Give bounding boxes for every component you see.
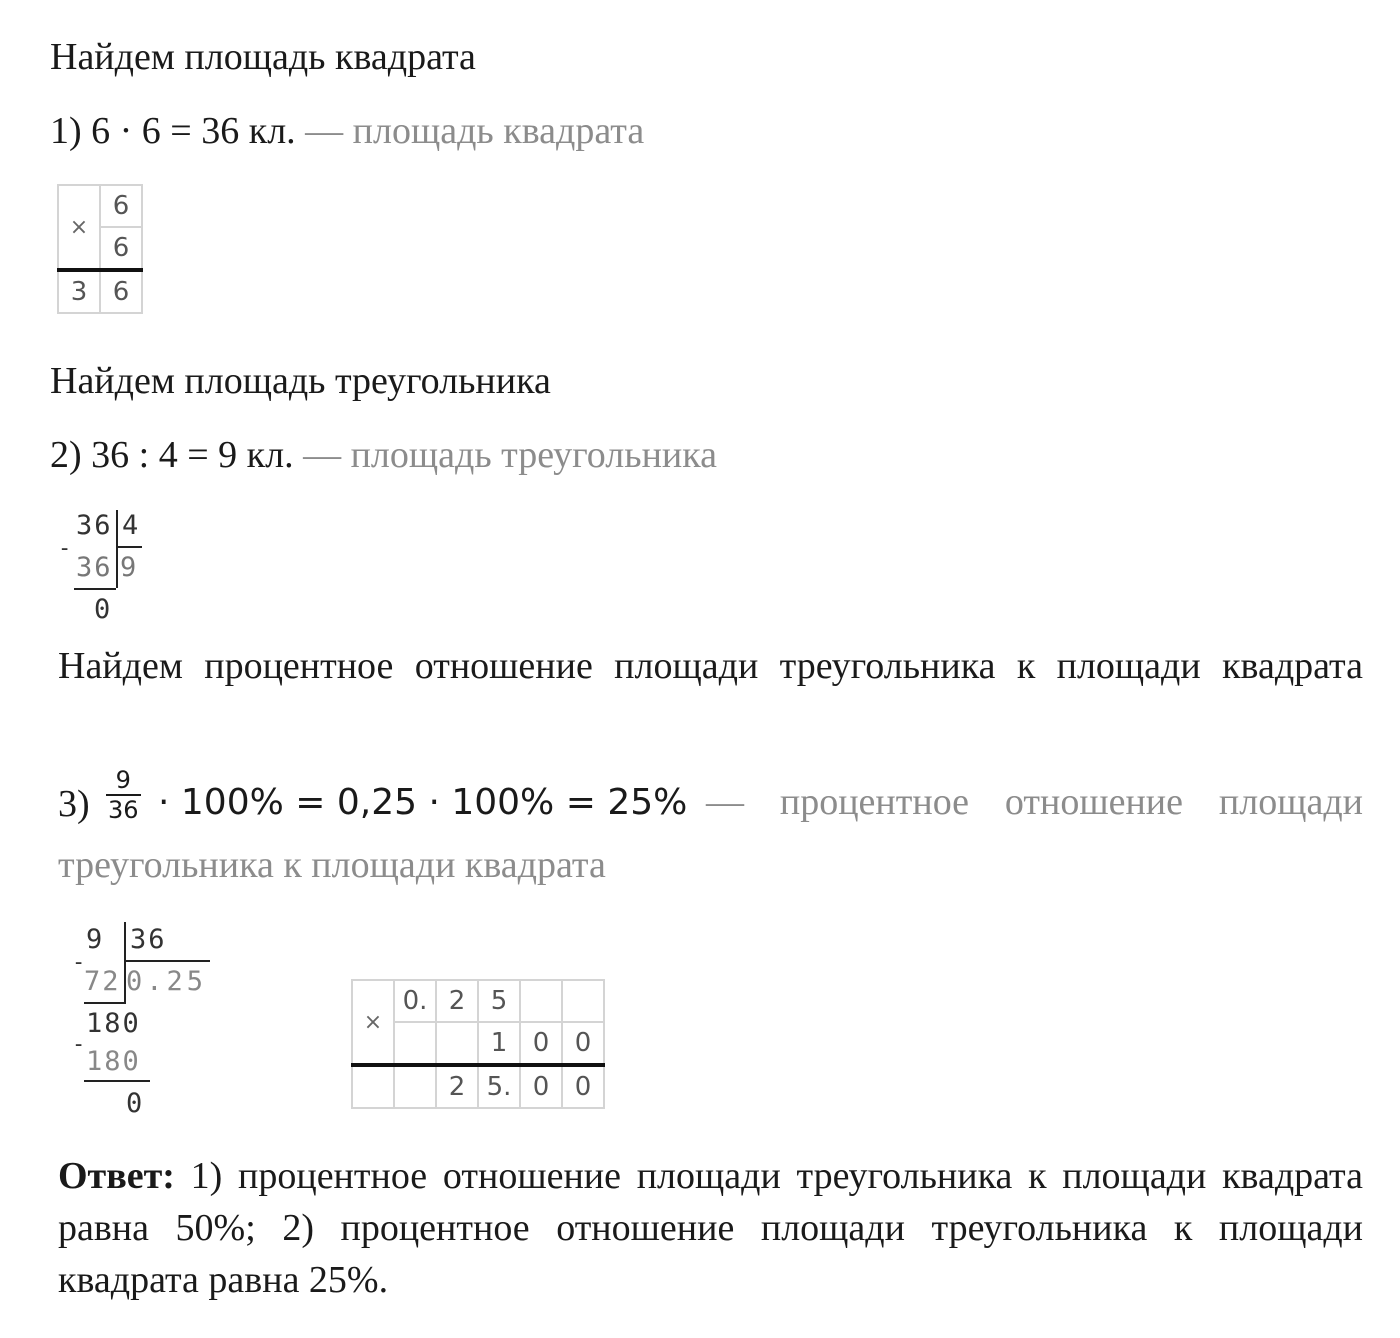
- multiplication-grid-2: [351, 979, 605, 1109]
- step-3-note-line-2: треугольника к площади квадрата: [58, 844, 606, 886]
- step-2-note: — площадь треугольника: [293, 434, 718, 476]
- minus-sign: -: [72, 950, 88, 975]
- remainder: 0: [126, 1088, 145, 1119]
- heading-triangle-area: Найдем площадь треугольника: [50, 360, 551, 402]
- partial-remainder: 180: [86, 1008, 141, 1039]
- multiply-sign: ×: [352, 980, 394, 1065]
- long-division-2: [70, 922, 220, 1122]
- grid-cell: 0.: [394, 980, 436, 1022]
- grid-cell: 2: [436, 1065, 478, 1108]
- quotient: 9: [120, 552, 139, 583]
- remainder: 0: [94, 594, 113, 625]
- heading-square-area: Найдем площадь квадрата: [50, 36, 476, 78]
- grid-cell: 0: [562, 1065, 604, 1108]
- step-2-expression: 2) 36 : 4 = 9 кл.: [50, 434, 294, 476]
- step-3-prefix: 3): [58, 783, 90, 825]
- heading-percent-ratio: Найдем процентное отношение площади треугольника к площади квадрата: [58, 645, 1363, 687]
- fraction-denominator: 36: [108, 796, 139, 824]
- subtrahend: 72: [84, 966, 121, 997]
- answer-paragraph: [58, 1150, 1363, 1306]
- long-division-1: [58, 510, 158, 625]
- grid-cell: [436, 1022, 478, 1065]
- multiply-sign: ×: [58, 185, 100, 270]
- grid-cell: 0: [562, 1022, 604, 1065]
- step-3-note-line-1: — процентное отношение площади: [706, 781, 1363, 823]
- multiplication-grid-1: [57, 184, 143, 314]
- step-2: [50, 436, 717, 474]
- division-bar: [116, 510, 118, 588]
- fraction-numerator: 9: [106, 766, 141, 796]
- grid-cell: 0: [520, 1065, 562, 1108]
- quotient-line: [116, 546, 142, 548]
- quotient-line: [124, 960, 210, 962]
- subtrahend: 36: [76, 552, 113, 583]
- grid-cell: [520, 980, 562, 1022]
- dividend: 36: [76, 510, 113, 541]
- divisor: 36: [130, 924, 167, 955]
- grid-cell: 6: [100, 227, 142, 270]
- quotient: 0.25: [126, 966, 208, 997]
- fraction-9-36: [106, 766, 141, 824]
- grid-cell: 0: [520, 1022, 562, 1065]
- subtract-line: [84, 1080, 150, 1082]
- subtract-line: [74, 588, 116, 590]
- grid-cell: [562, 980, 604, 1022]
- grid-cell: [394, 1022, 436, 1065]
- grid-cell: 3: [58, 270, 100, 313]
- step-3-math: · 100% = 0,25 · 100% = 25%: [158, 782, 688, 823]
- step-1-note: — площадь квадрата: [295, 110, 645, 152]
- divisor: 4: [122, 510, 141, 541]
- grid-cell: [352, 1065, 394, 1108]
- grid-cell: 1: [478, 1022, 520, 1065]
- grid-cell: 6: [100, 185, 142, 227]
- grid-cell: 2: [436, 980, 478, 1022]
- answer-text: 1) процентное отношение площади треугольника к площади квадрата равна 50%; 2) процентное отношение площади треугольника к площади квадрата равна 25%.: [58, 1155, 1363, 1301]
- dividend: 9: [86, 924, 105, 955]
- step-1-expression: 1) 6 · 6 = 36 кл.: [50, 110, 296, 152]
- grid-cell: [394, 1065, 436, 1108]
- step-1: [50, 112, 644, 150]
- minus-sign: -: [72, 1032, 88, 1057]
- subtract-line: [84, 1002, 126, 1004]
- minus-sign: -: [58, 536, 74, 561]
- division-bar: [124, 922, 126, 1002]
- grid-cell: 6: [100, 270, 142, 313]
- grid-cell: 5: [478, 980, 520, 1022]
- subtrahend: 180: [86, 1046, 141, 1077]
- answer-label: Ответ:: [58, 1155, 175, 1197]
- grid-cell: 5.: [478, 1065, 520, 1108]
